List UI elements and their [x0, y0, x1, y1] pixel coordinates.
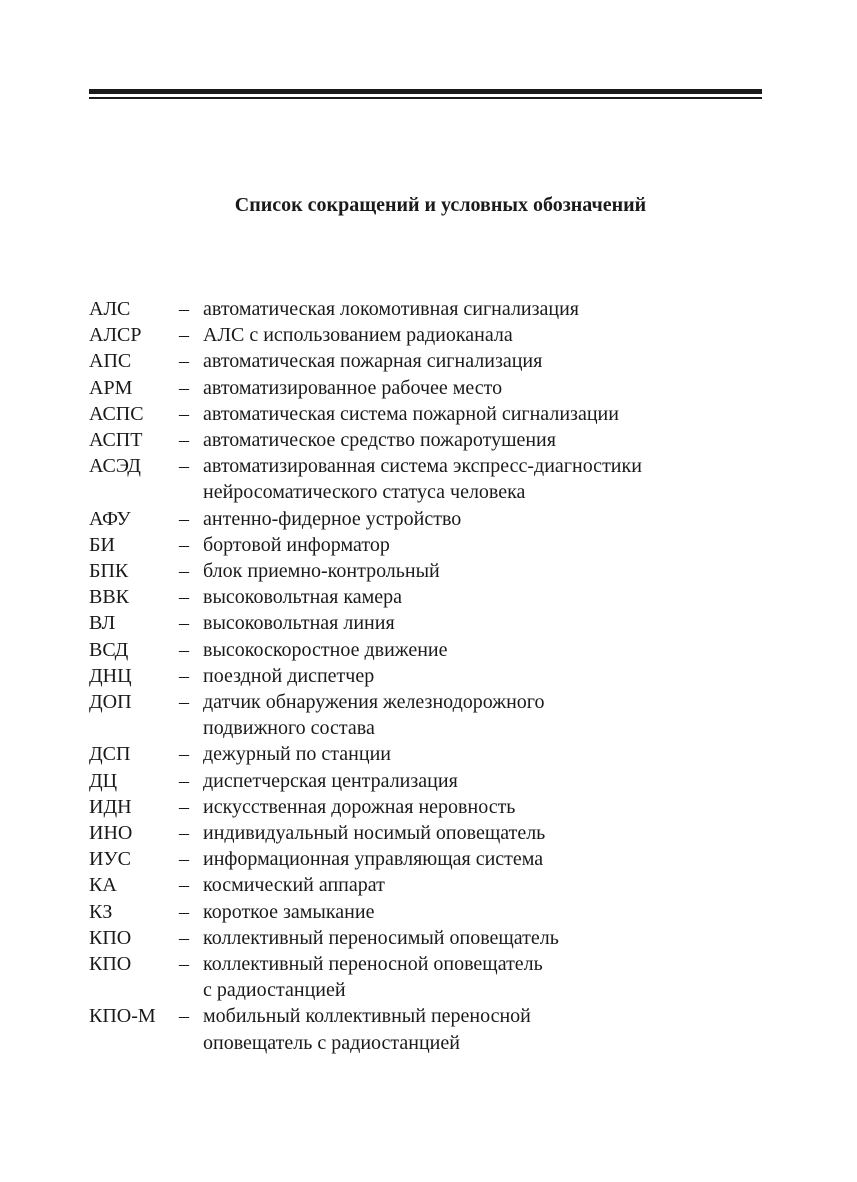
abbreviation-term: ДНЦ — [89, 664, 132, 687]
page-title: Список сокращений и условных обозначений — [234, 194, 647, 216]
abbreviation-definition — [203, 820, 769, 846]
abbreviation-definition — [203, 584, 769, 610]
definition-line: автоматическая система пожарной сигнализации — [203, 402, 619, 425]
dash-separator: – — [179, 664, 189, 687]
abbreviation-definition — [203, 663, 769, 689]
abbreviation-term: ВЛ — [89, 612, 116, 635]
definition-line: информационная управляющая система — [203, 848, 544, 871]
dash-separator: – — [179, 612, 189, 635]
dash-separator: – — [179, 953, 189, 976]
dash-separator: – — [179, 586, 189, 609]
abbreviation-entry — [89, 741, 769, 767]
abbreviation-entry — [89, 322, 769, 348]
abbreviation-entry — [89, 584, 769, 610]
definition-line: диспетчерская централизация — [203, 769, 458, 792]
abbreviation-term: КПО-М — [89, 1005, 156, 1028]
definition-line: космический аппарат — [203, 874, 385, 897]
abbreviation-entry — [89, 899, 769, 925]
abbreviation-definition — [203, 610, 769, 636]
definition-line: автоматическое средство пожаротушения — [203, 429, 556, 452]
abbreviation-term: ДЦ — [89, 769, 118, 792]
top-rule-thin — [89, 97, 762, 99]
abbreviation-term: АСПС — [89, 402, 144, 425]
abbreviation-list — [89, 296, 769, 1056]
abbreviation-term: КПО — [89, 926, 132, 949]
definition-line: подвижного состава — [203, 717, 375, 740]
abbreviation-definition — [203, 689, 769, 741]
abbreviation-term: ИУС — [89, 848, 131, 871]
definition-line: мобильный коллективный переносной — [203, 1005, 531, 1028]
dash-separator: – — [179, 1005, 189, 1028]
abbreviation-entry — [89, 794, 769, 820]
abbreviation-definition — [203, 794, 769, 820]
dash-separator: – — [179, 822, 189, 845]
abbreviation-definition — [203, 872, 769, 898]
abbreviation-definition — [203, 951, 769, 1003]
definition-line: блок приемно-контрольный — [203, 560, 440, 583]
dash-separator: – — [179, 324, 189, 347]
abbreviation-term: АСЭД — [89, 455, 141, 478]
abbreviation-entry — [89, 453, 769, 505]
abbreviation-term: ИНО — [89, 822, 133, 845]
definition-line: короткое замыкание — [203, 900, 375, 923]
abbreviation-term: АПС — [89, 350, 132, 373]
definition-line: искусственная дорожная неровность — [203, 795, 516, 818]
abbreviation-term: АЛС — [89, 298, 131, 320]
abbreviation-entry — [89, 532, 769, 558]
abbreviation-definition — [203, 741, 769, 767]
abbreviation-entry — [89, 427, 769, 453]
abbreviation-term: АФУ — [89, 507, 131, 530]
abbreviation-term: ИДН — [89, 795, 132, 818]
abbreviation-definition — [203, 506, 769, 532]
dash-separator: – — [179, 848, 189, 871]
abbreviation-definition — [203, 348, 769, 374]
abbreviation-term: АСПТ — [89, 429, 143, 452]
abbreviation-definition — [203, 375, 769, 401]
abbreviation-definition — [203, 558, 769, 584]
abbreviation-definition — [203, 768, 769, 794]
definition-line: поездной диспетчер — [203, 664, 375, 687]
abbreviation-entry — [89, 375, 769, 401]
definition-line: высоковольтная линия — [203, 612, 395, 635]
definition-line: датчик обнаружения железнодорожного — [203, 691, 545, 714]
definition-line: автоматизированное рабочее место — [203, 376, 503, 399]
abbreviation-entry — [89, 610, 769, 636]
dash-separator: – — [179, 743, 189, 766]
definition-line: коллективный переносимый оповещатель — [203, 926, 559, 949]
dash-separator: – — [179, 769, 189, 792]
abbreviation-entry — [89, 925, 769, 951]
abbreviation-entry — [89, 846, 769, 872]
abbreviation-entry — [89, 689, 769, 741]
dash-separator: – — [179, 638, 189, 661]
definition-line: АЛС с использованием радиоканала — [203, 324, 513, 347]
abbreviation-entry — [89, 401, 769, 427]
abbreviation-entry — [89, 663, 769, 689]
definition-line: высокоскоростное движение — [203, 638, 448, 661]
definition-line: антенно-фидерное устройство — [203, 507, 462, 530]
abbreviation-entry — [89, 637, 769, 663]
dash-separator: – — [179, 926, 189, 949]
abbreviation-term: КЗ — [89, 900, 113, 923]
dash-separator: – — [179, 507, 189, 530]
abbreviation-term: ДСП — [89, 743, 131, 766]
dash-separator: – — [179, 298, 189, 320]
abbreviation-definition — [203, 322, 769, 348]
abbreviation-definition — [203, 453, 769, 505]
dash-separator: – — [179, 533, 189, 556]
dash-separator: – — [179, 402, 189, 425]
abbreviation-definition — [203, 401, 769, 427]
definition-line: автоматическая локомотивная сигнализация — [203, 298, 580, 320]
abbreviation-definition — [203, 846, 769, 872]
dash-separator: – — [179, 350, 189, 373]
definition-line: высоковольтная камера — [203, 586, 403, 609]
definition-line: автоматизированная система экспресс-диагностики — [203, 455, 642, 478]
dash-separator: – — [179, 376, 189, 399]
top-rule-thick — [89, 89, 762, 94]
definition-line: с радиостанцией — [203, 979, 346, 1002]
abbreviation-entry — [89, 768, 769, 794]
abbreviation-term: ВСД — [89, 638, 129, 661]
definition-line: индивидуальный носимый оповещатель — [203, 822, 546, 845]
abbreviation-entry — [89, 820, 769, 846]
dash-separator: – — [179, 560, 189, 583]
dash-separator: – — [179, 900, 189, 923]
abbreviation-definition — [203, 637, 769, 663]
abbreviation-term: КА — [89, 874, 117, 897]
dash-separator: – — [179, 455, 189, 478]
dash-separator: – — [179, 874, 189, 897]
abbreviation-definition — [203, 925, 769, 951]
abbreviation-term: АЛСР — [89, 324, 142, 347]
definition-line: оповещатель с радиостанцией — [203, 1031, 460, 1054]
abbreviation-definition — [203, 1003, 769, 1055]
abbreviation-entry — [89, 296, 769, 322]
definition-line: коллективный переносной оповещатель — [203, 953, 543, 976]
abbreviation-definition — [203, 532, 769, 558]
abbreviation-definition — [203, 296, 769, 322]
definition-line: бортовой информатор — [203, 533, 390, 556]
definition-line: автоматическая пожарная сигнализация — [203, 350, 543, 373]
abbreviation-entry — [89, 558, 769, 584]
dash-separator: – — [179, 429, 189, 452]
abbreviation-definition — [203, 427, 769, 453]
dash-separator: – — [179, 691, 189, 714]
abbreviation-term: ВВК — [89, 586, 130, 609]
abbreviation-entry — [89, 506, 769, 532]
abbreviation-term: КПО — [89, 953, 132, 976]
abbreviation-term: ДОП — [89, 691, 132, 714]
abbreviation-entry — [89, 951, 769, 1003]
abbreviation-term: БИ — [89, 533, 115, 556]
abbreviation-entry — [89, 1003, 769, 1055]
definition-line: нейросоматического статуса человека — [203, 481, 526, 504]
abbreviation-entry — [89, 872, 769, 898]
abbreviation-term: БПК — [89, 560, 129, 583]
dash-separator: – — [179, 795, 189, 818]
abbreviation-term: АРМ — [89, 376, 133, 399]
abbreviation-entry — [89, 348, 769, 374]
definition-line: дежурный по станции — [203, 743, 391, 766]
abbreviation-definition — [203, 899, 769, 925]
